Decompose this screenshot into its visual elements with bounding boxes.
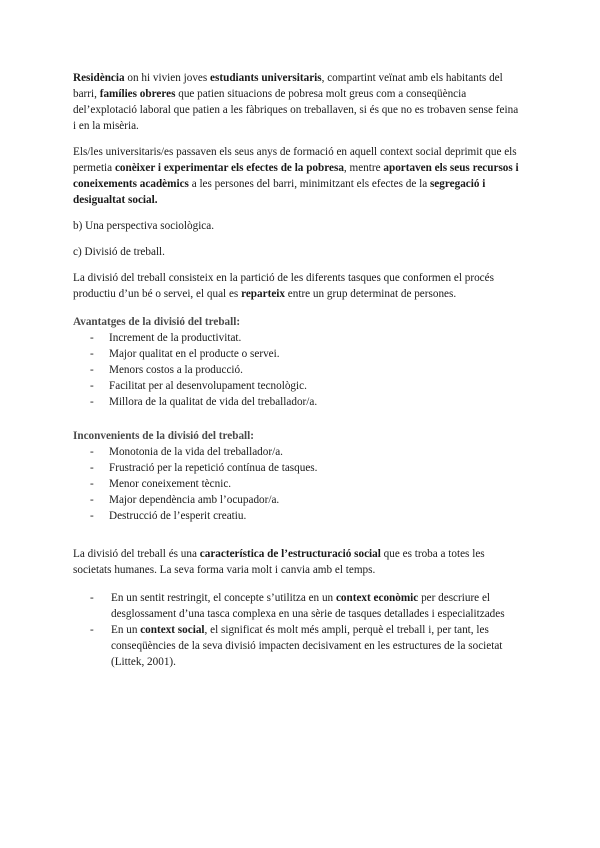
dash-bullet: - xyxy=(90,446,94,458)
text-run: on hi vivien joves xyxy=(124,72,211,84)
bold-text-run: context econòmic xyxy=(335,592,419,604)
list-item xyxy=(73,460,523,476)
text-run: per descriure el desglossament d’una tasca complexa en una sèrie de tasques detallades i especialitzades xyxy=(111,592,505,620)
list-item-text: Major qualitat en el producte o servei. xyxy=(109,348,280,360)
list-item-text: Destrucció de l’esperit creatiu. xyxy=(109,510,247,522)
text-run: entre un grup determinat de persones. xyxy=(284,288,457,300)
bold-text-run: conèixer i experimentar els efectes de la pobresa xyxy=(114,162,344,174)
dash-bullet: - xyxy=(90,332,94,344)
text-run: Els/les universitaris/es passaven els seus anys de formació en aquell context social deprimit que els permetia xyxy=(73,146,517,174)
bold-text-run: característica de l’estructuració social xyxy=(199,548,381,560)
list-item xyxy=(73,330,523,346)
bold-text-run: context social xyxy=(140,624,205,636)
list-item-text: Menors costos a la producció. xyxy=(109,364,243,376)
text-run: a les persones del barri, minimitzant els efectes de la xyxy=(188,178,430,190)
dash-bullet: - xyxy=(90,510,94,522)
dash-bullet: - xyxy=(90,478,94,490)
bold-text-run: Residència xyxy=(73,72,125,84)
paragraph-social-structure xyxy=(73,546,523,578)
item-c-division-of-labour: c) Divisió de treball. xyxy=(73,246,165,258)
paragraph-division-definition xyxy=(73,270,523,302)
dash-bullet: - xyxy=(90,462,94,474)
dash-bullet: - xyxy=(90,396,94,408)
text-run: La divisió del treball és una xyxy=(73,548,200,560)
list-item xyxy=(73,590,523,622)
list-item-text: Major dependència amb l’ocupador/a. xyxy=(109,494,280,506)
list-item xyxy=(73,622,523,670)
list-item xyxy=(73,508,523,524)
document-body xyxy=(73,70,523,670)
bold-text-run: aportaven els seus recursos i coneixements acadèmics xyxy=(73,162,519,190)
text-run: que es troba a totes les societats humanes. La seva forma varia molt i canvia amb el temps. xyxy=(73,548,485,576)
senses-list xyxy=(73,590,523,670)
dash-bullet: - xyxy=(90,494,94,506)
dash-bullet: - xyxy=(90,380,94,392)
list-item xyxy=(73,378,523,394)
list-item xyxy=(73,492,523,508)
advantages-list xyxy=(73,330,523,410)
list-item-text: Frustració per la repetició contínua de tasques. xyxy=(109,462,318,474)
paragraph-residence xyxy=(73,70,523,134)
disadvantages-heading: Inconvenients de la divisió del treball: xyxy=(73,430,254,442)
list-item-text: Increment de la productivitat. xyxy=(109,332,242,344)
list-item-text: Monotonia de la vida del treballador/a. xyxy=(109,446,283,458)
list-item xyxy=(73,362,523,378)
text-run: , mentre xyxy=(343,162,384,174)
disadvantages-list xyxy=(73,444,523,524)
text-run: La divisió del treball consisteix en la partició de les diferents tasques que conformen el procés productiu d’un bé o servei, el qual es xyxy=(73,272,494,300)
bold-text-run: reparteix xyxy=(241,288,285,300)
paragraph-university-students xyxy=(73,144,523,208)
bold-text-run: famílies obreres xyxy=(99,88,176,100)
text-run: , el significat és molt més ampli, perquè el treball i, per tant, les conseqüències de la seva divisió impacten decisivament en les estructures de la societat (Littek, 2001). xyxy=(111,624,503,668)
bold-text-run: segregació i desigualtat social. xyxy=(73,178,486,206)
dash-bullet: - xyxy=(90,364,94,376)
dash-bullet: - xyxy=(90,348,94,360)
text-run: que patien situacions de pobresa molt greus com a conseqüència del’explotació laboral que patien a les fàbriques on treballaven, si és que no es trobaven sense feina i en la misèria. xyxy=(73,88,519,132)
text-run: En un xyxy=(111,624,141,636)
text-run: , compartint veïnat amb els habitants del barri, xyxy=(73,72,503,100)
bold-text-run: estudiants universitaris xyxy=(210,72,322,84)
dash-bullet: - xyxy=(90,624,94,636)
list-item-text: Facilitat per al desenvolupament tecnològic. xyxy=(109,380,307,392)
list-item-text: Millora de la qualitat de vida del treballador/a. xyxy=(109,396,318,408)
item-b-sociological-perspective: b) Una perspectiva sociològica. xyxy=(73,220,215,232)
list-item-text xyxy=(111,624,502,668)
text-run: En un sentit restringit, el concepte s’utilitza en un xyxy=(111,592,336,604)
dash-bullet: - xyxy=(90,592,94,604)
list-item-text xyxy=(111,592,505,620)
list-item xyxy=(73,394,523,410)
list-item-text: Menor coneixement tècnic. xyxy=(109,478,232,490)
list-item xyxy=(73,346,523,362)
advantages-heading: Avantatges de la divisió del treball: xyxy=(73,316,241,328)
list-item xyxy=(73,444,523,460)
list-item xyxy=(73,476,523,492)
